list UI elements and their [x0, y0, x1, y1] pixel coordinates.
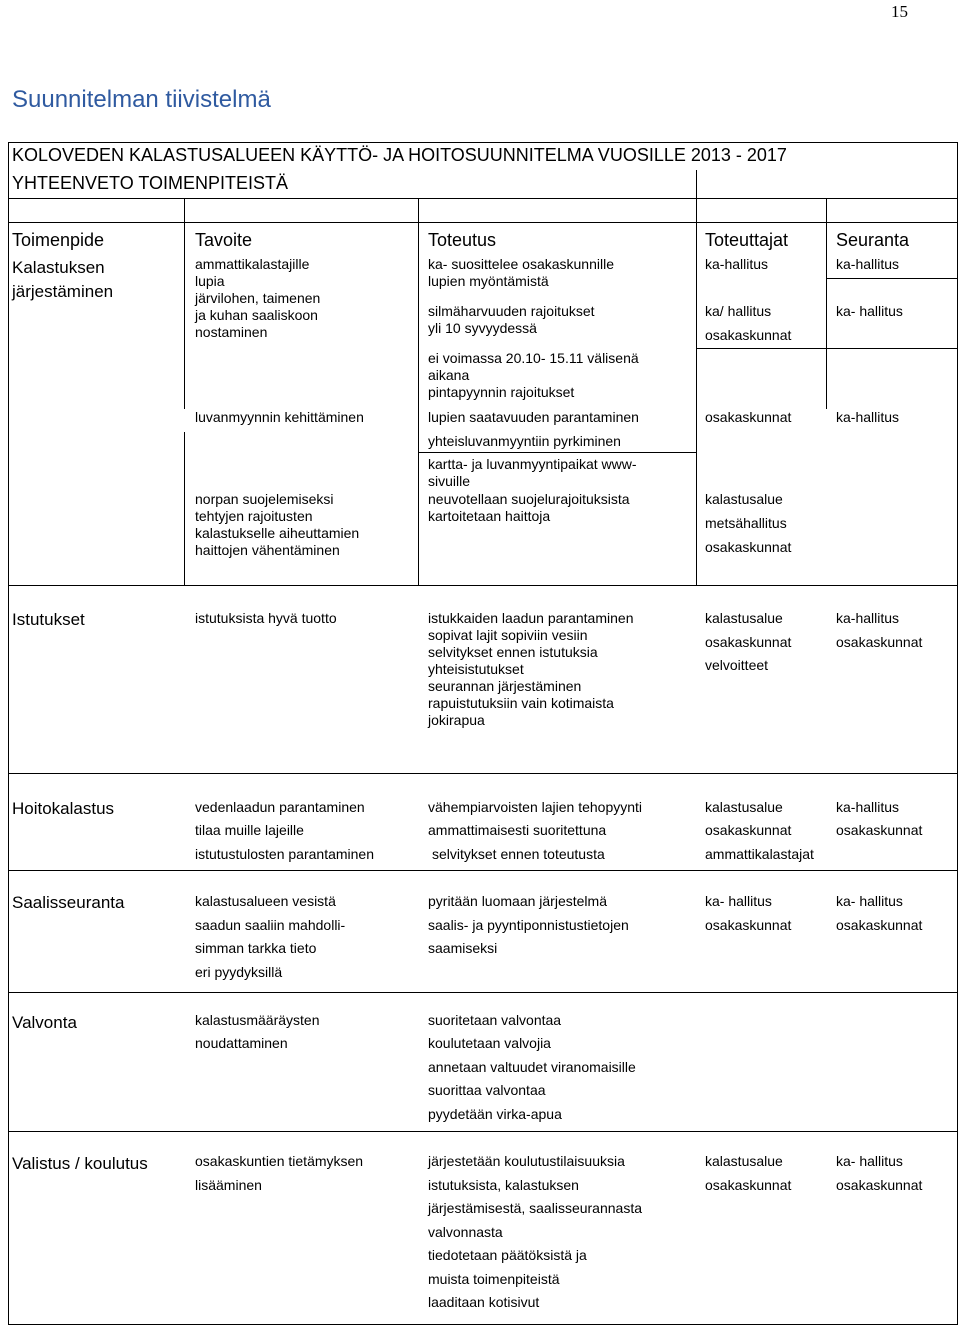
monitor-ka-hallitus-3: ka-hallitus — [836, 409, 900, 425]
monitor-item: ka- hallitus — [836, 893, 903, 909]
goal-item: osakaskuntien tietämyksen — [195, 1153, 364, 1169]
goal-item: simman tarkka tieto — [195, 940, 317, 956]
goal-item: tilaa muille lajeille — [195, 822, 304, 838]
table-rule — [8, 992, 958, 993]
impl-ei-voimassa: ei voimassa 20.10- 15.11 välisenä aikana pintapyynnin rajoitukset — [428, 350, 639, 400]
monitor-item: ka- hallitus — [836, 1153, 903, 1169]
table-rule — [826, 348, 958, 349]
goal-item: vedenlaadun parantaminen — [195, 799, 365, 815]
monitor-item: osakaskunnat — [836, 1177, 923, 1193]
actor-osakaskunnat-2: osakaskunnat — [705, 409, 792, 425]
actor-velvoitteet: velvoitteet — [705, 657, 769, 673]
table-rule — [8, 1131, 958, 1132]
section-valistus: Valistus / koulutus — [12, 1154, 148, 1173]
section-saalisseuranta: Saalisseuranta — [12, 893, 125, 912]
actor-metsahallitus: metsähallitus — [705, 515, 787, 531]
table-rule — [8, 222, 958, 223]
actor-item: osakaskunnat — [705, 822, 792, 838]
impl-item: vähempiarvoisten lajien tehopyynti — [428, 799, 643, 815]
table-rule — [184, 198, 185, 409]
impl-item: saamiseksi — [428, 940, 498, 956]
monitor-ka-hallitus-ist: ka-hallitus — [836, 610, 900, 626]
impl-www-sivuille: kartta- ja luvanmyyntipaikat www- sivuille — [428, 456, 637, 489]
goal-item: noudattaminen — [195, 1035, 288, 1051]
actor-osakaskunnat-3: osakaskunnat — [705, 539, 792, 555]
table-rule — [696, 170, 697, 585]
actor-osakaskunnat: osakaskunnat — [705, 327, 792, 343]
impl-item: pyydetään virka-apua — [428, 1106, 562, 1122]
impl-item: suoritetaan valvontaa — [428, 1012, 562, 1028]
impl-item: tiedotetaan päätöksistä ja — [428, 1247, 587, 1263]
header-tavoite: Tavoite — [195, 230, 253, 250]
impl-item: saalis- ja pyyntiponnistustietojen — [428, 917, 629, 933]
goal-istutukset: istutuksista hyvä tuotto — [195, 610, 337, 626]
goal-luvanmyynti: luvanmyynnin kehittäminen — [195, 409, 364, 425]
impl-item: järjestämisestä, saalisseurannasta — [428, 1200, 642, 1216]
impl-item: suorittaa valvontaa — [428, 1082, 546, 1098]
impl-istukkaat: istukkaiden laadun parantaminen — [428, 610, 634, 626]
goal-item: lisääminen — [195, 1177, 262, 1193]
impl-item: koulutetaan valvojia — [428, 1035, 551, 1051]
section-hoitokalastus: Hoitokalastus — [12, 799, 115, 818]
actor-item: ammattikalastajat — [705, 846, 814, 862]
impl-yhteisluvanmyynti: yhteisluvanmyyntiin pyrkiminen — [428, 433, 621, 449]
actor-item: osakaskunnat — [705, 1177, 792, 1193]
impl-suosittelee: ka- suosittelee osakaskunnille lupien myöntämistä — [428, 256, 614, 289]
monitor-item: osakaskunnat — [836, 917, 923, 933]
actor-item: ka- hallitus — [705, 893, 772, 909]
goal-norpan-suojelu: norpan suojelemiseksi tehtyjen rajoitusten kalastukselle aiheuttamien haittojen vähentäminen — [195, 491, 360, 558]
section-kalastuksen: Kalastuksen järjestäminen — [12, 258, 114, 301]
table-rule — [8, 870, 958, 871]
impl-item: annetaan valtuudet viranomaisille — [428, 1059, 636, 1075]
table-rule — [418, 198, 419, 585]
table-rule — [8, 198, 958, 199]
actor-kalastusalue-ist: kalastusalue — [705, 610, 783, 626]
impl-silmaharvuus: silmäharvuuden rajoitukset yli 10 syvyydessä — [428, 303, 595, 336]
monitor-osakaskunnat-ist: osakaskunnat — [836, 634, 923, 650]
goal-item: istutustulosten parantaminen — [195, 846, 374, 862]
section-valvonta: Valvonta — [12, 1013, 77, 1032]
header-toteuttajat: Toteuttajat — [705, 230, 789, 250]
page-number: 15 — [891, 2, 908, 21]
header-seuranta: Seuranta — [836, 230, 910, 250]
goal-item: saadun saaliin mahdolli- — [195, 917, 346, 933]
table-rule — [184, 432, 185, 585]
actor-item: kalastusalue — [705, 1153, 783, 1169]
goal-item: kalastusalueen vesistä — [195, 893, 336, 909]
table-rule — [8, 773, 958, 774]
actor-item: osakaskunnat — [705, 917, 792, 933]
monitor-ka-hallitus-2: ka- hallitus — [836, 303, 903, 319]
page-title: Suunnitelman tiivistelmä — [12, 86, 271, 113]
actor-kalastusalue: kalastusalue — [705, 491, 783, 507]
monitor-ka-hallitus: ka-hallitus — [836, 256, 900, 272]
impl-lupien-saatavuus: lupien saatavuuden parantaminen — [428, 409, 639, 425]
impl-item: pyritään luomaan järjestelmä — [428, 893, 607, 909]
monitor-item: osakaskunnat — [836, 822, 923, 838]
table-rule — [8, 585, 958, 586]
table-title: KOLOVEDEN KALASTUSALUEEN KÄYTTÖ- JA HOITOSUUNNITELMA VUOSILLE 2013 - 2017 — [12, 145, 787, 165]
goal-item: kalastusmääräysten — [195, 1012, 320, 1028]
impl-item: selvitykset ennen toteutusta — [432, 846, 605, 862]
table-rule — [826, 198, 827, 409]
impl-item: valvonnasta — [428, 1224, 503, 1240]
goal-item: eri pyydyksillä — [195, 964, 283, 980]
impl-item: ammattimaisesti suoritettuna — [428, 822, 607, 838]
table-rule — [418, 452, 696, 453]
table-subtitle: YHTEENVETO TOIMENPITEISTÄ — [12, 173, 289, 193]
header-toimenpide: Toimenpide — [12, 230, 105, 250]
header-toteutus: Toteutus — [428, 230, 497, 250]
actor-ka-hallitus-2: ka/ hallitus — [705, 303, 772, 319]
table-rule — [826, 278, 958, 279]
section-istutukset: Istutukset — [12, 610, 85, 629]
actor-osakaskunnat-ist: osakaskunnat — [705, 634, 792, 650]
goal-ammattikalastajille: ammattikalastajille lupia järvilohen, taimenen ja kuhan saaliskoon nostaminen — [195, 256, 321, 340]
table-rule — [696, 348, 826, 349]
impl-istutukset-list: sopivat lajit sopiviin vesiin selvitykset ennen istutuksia yhteisistutukset seurannan järjestäminen rapuistutuksiin vain kotimaista jokirapua — [428, 627, 614, 728]
monitor-item: ka-hallitus — [836, 799, 900, 815]
actor-ka-hallitus: ka-hallitus — [705, 256, 769, 272]
impl-neuvotellaan: neuvotellaan suojelurajoituksista kartoitetaan haittoja — [428, 491, 630, 524]
actor-item: kalastusalue — [705, 799, 783, 815]
impl-item: istutuksista, kalastuksen — [428, 1177, 579, 1193]
impl-item: muista toimenpiteistä — [428, 1271, 560, 1287]
impl-item: laaditaan kotisivut — [428, 1294, 540, 1310]
impl-item: järjestetään koulutustilaisuuksia — [428, 1153, 625, 1169]
